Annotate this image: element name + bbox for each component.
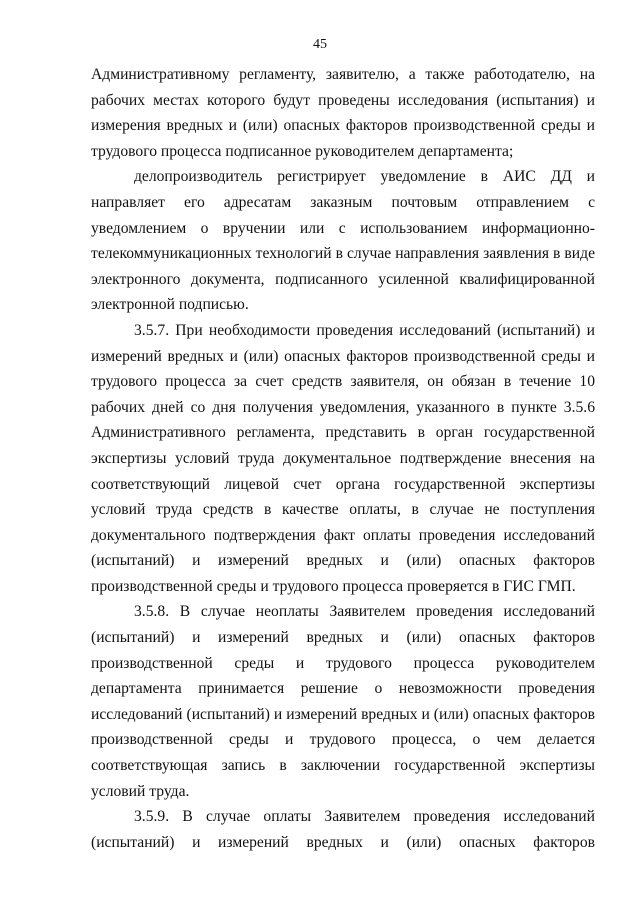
document-body [91,62,595,855]
paragraph-3-5-8: 3.5.8. В случае неоплаты Заявителем проведения исследований (испытаний) и измерений вредных и (или) опасных факторов производственной среды и трудового процесса руководителем департамента принимается решение о невозможности проведения исследований (испытаний) и измерений вредных и (или) опасных факторов производственной среды и трудового процесса, о чем делается соответствующая запись в заключении государственной экспертизы условий труда. [91,603,595,800]
paragraph-3-5-7: 3.5.7. При необходимости проведения исследований (испытаний) и измерений вредных и (или) опасных факторов производственной среды и трудового процесса за счет средств заявителя, он обязан в течение 10 рабочих дней со дня получения уведомления, указанного в пункте 3.5.6 Административного регламента, представить в орган государственной экспертизы условий труда документальное подтверждение внесения на соответствующий лицевой счет органа государственной экспертизы условий труда средств в качестве оплаты, в случае не поступления документального подтверждения факт оплаты проведения исследований (испытаний) и измерений вредных и (или) опасных факторов производственной среды и трудового процесса проверяется в ГИС ГМП. [91,321,595,595]
page-number: 45 [313,37,327,52]
paragraph-continuation: Административному регламенту, заявителю, а также работодателю, на рабочих местах которого будут проведены исследования (испытания) и измерения вредных и (или) опасных факторов производственной среды и трудового процесса подписанное руководителем департамента; [91,66,595,160]
paragraph-3-5-9: 3.5.9. В случае оплаты Заявителем проведения исследований (испытаний) и измерений вредных и (или) опасных факторов [91,808,595,851]
paragraph-registration: делопроизводитель регистрирует уведомление в АИС ДД и направляет его адресатам заказным почтовым отправлением с уведомлением о вручении или с использованием информационно-телекоммуникационных технологий в случае направления заявления в виде электронного документа, подписанного усиленной квалифицированной электронной подписью. [91,168,595,314]
